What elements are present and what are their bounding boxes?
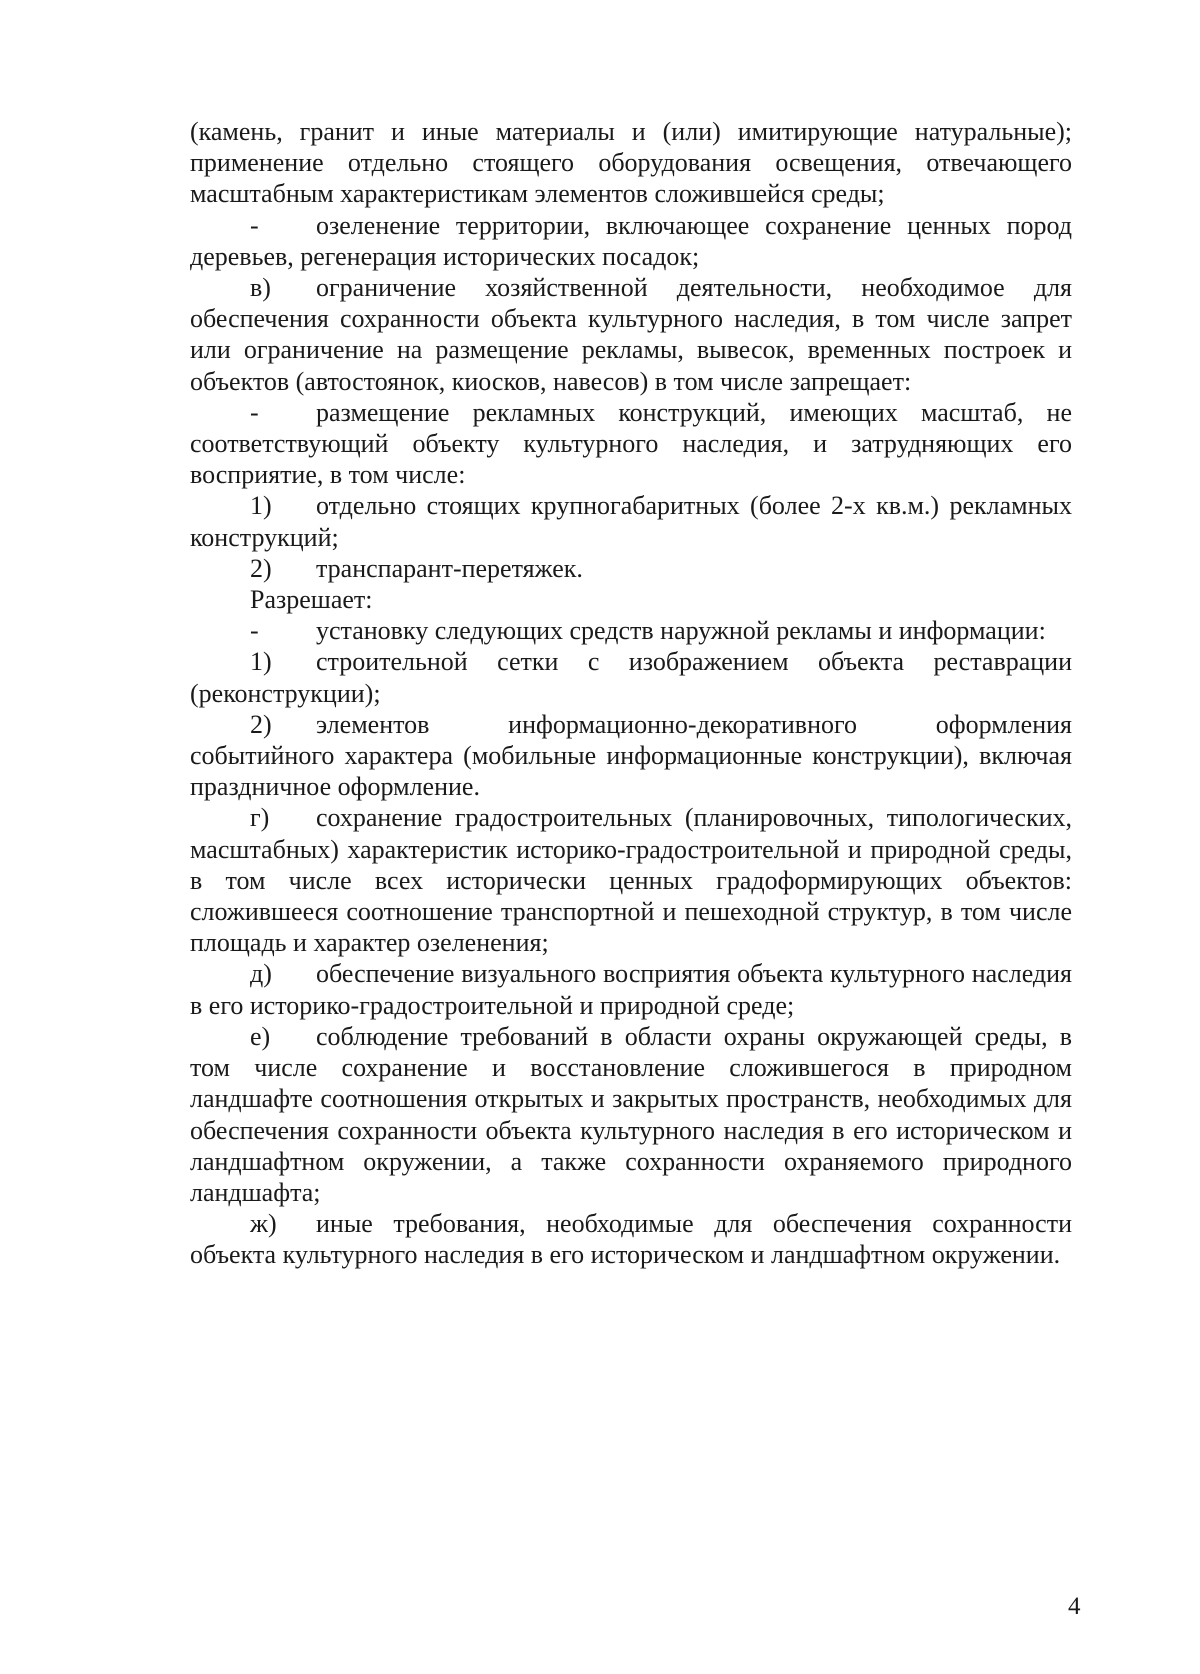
paragraph: [190, 553, 1072, 584]
paragraph: [190, 272, 1072, 397]
page-number: 4: [1068, 1593, 1081, 1620]
list-marker: 1): [250, 491, 272, 521]
list-marker: е): [250, 1021, 271, 1051]
paragraph: [190, 584, 1072, 615]
paragraph: [190, 1021, 1072, 1208]
paragraph-text: сохранение градостроительных (планировочных, типологических, масштабных) характеристик историко-градостроительной и природной среды, в том числе всех исторически ценных градоформирующих объектов: сложившееся соотношение транспортной и пешеходной структур, в том числе площадь и характер озеленения;: [190, 803, 1072, 958]
paragraph-text: ограничение хозяйственной деятельности, необходимое для обеспечения сохранности объекта культурного наследия, в том числе запрет или ограничение на размещение рекламы, вывесок, временных построек и объектов (автостоянок, киосков, навесов) в том числе запрещает:: [190, 273, 1072, 396]
paragraph: [190, 646, 1072, 708]
paragraph-text: строительной сетки с изображением объекта реставрации (реконструкции);: [190, 647, 1072, 708]
paragraph-text: (камень, гранит и иные материалы и (или) имитирующие натуральные); применение отдельно стоящего оборудования освещения, отвечающего масштабным характеристикам элементов сложившейся среды;: [190, 117, 1072, 209]
paragraph: [190, 116, 1072, 210]
list-marker: -: [250, 397, 259, 427]
list-marker: 1): [250, 647, 272, 677]
list-marker: -: [250, 210, 259, 240]
paragraph-text: размещение рекламных конструкций, имеющих масштаб, не соответствующий объекту культурного наследия, и затрудняющих его восприятие, в том числе:: [190, 397, 1072, 490]
paragraph-text: соблюдение требований в области охраны окружающей среды, в том числе сохранение и восстановление сложившегося в природном ландшафте соотношения открытых и закрытых пространств, необходимых для обеспечения сохранности объекта культурного наследия в его историческом и ландшафтном окружении, а также сохранности охраняемого природного ландшафта;: [190, 1021, 1072, 1207]
paragraph: [190, 397, 1072, 491]
paragraph: [190, 709, 1072, 803]
paragraph-text: отдельно стоящих крупногабаритных (более 2-х кв.м.) рекламных конструкций;: [190, 491, 1072, 552]
list-marker: г): [250, 803, 270, 833]
paragraph-text: элементов информационно-декоративного оформления событийного характера (мобильные информационные конструкции), включая праздничное оформление.: [190, 709, 1072, 802]
body-text: [190, 116, 1072, 1271]
paragraph: [190, 802, 1072, 958]
paragraph-text: Разрешает:: [250, 585, 373, 615]
paragraph-text: озеленение территории, включающее сохранение ценных пород деревьев, регенерация исторических посадок;: [190, 210, 1072, 271]
paragraph-text: иные требования, необходимые для обеспечения сохранности объекта культурного наследия в его историческом и ландшафтном окружении.: [190, 1209, 1072, 1270]
list-marker: 2): [250, 553, 272, 583]
paragraph: [190, 490, 1072, 552]
paragraph-text: установку следующих средств наружной рекламы и информации:: [316, 616, 1046, 646]
paragraph-text: обеспечение визуального восприятия объекта культурного наследия в его историко-градостроительной и природной среде;: [190, 959, 1072, 1020]
paragraph-text: транспарант-перетяжек.: [316, 553, 583, 583]
paragraph: [190, 210, 1072, 272]
paragraph: [190, 958, 1072, 1020]
paragraph: [190, 1208, 1072, 1270]
list-marker: д): [250, 959, 272, 989]
list-marker: -: [250, 616, 259, 646]
paragraph: [190, 615, 1072, 646]
list-marker: 2): [250, 709, 272, 739]
list-marker: ж): [250, 1209, 277, 1239]
list-marker: в): [250, 273, 271, 303]
